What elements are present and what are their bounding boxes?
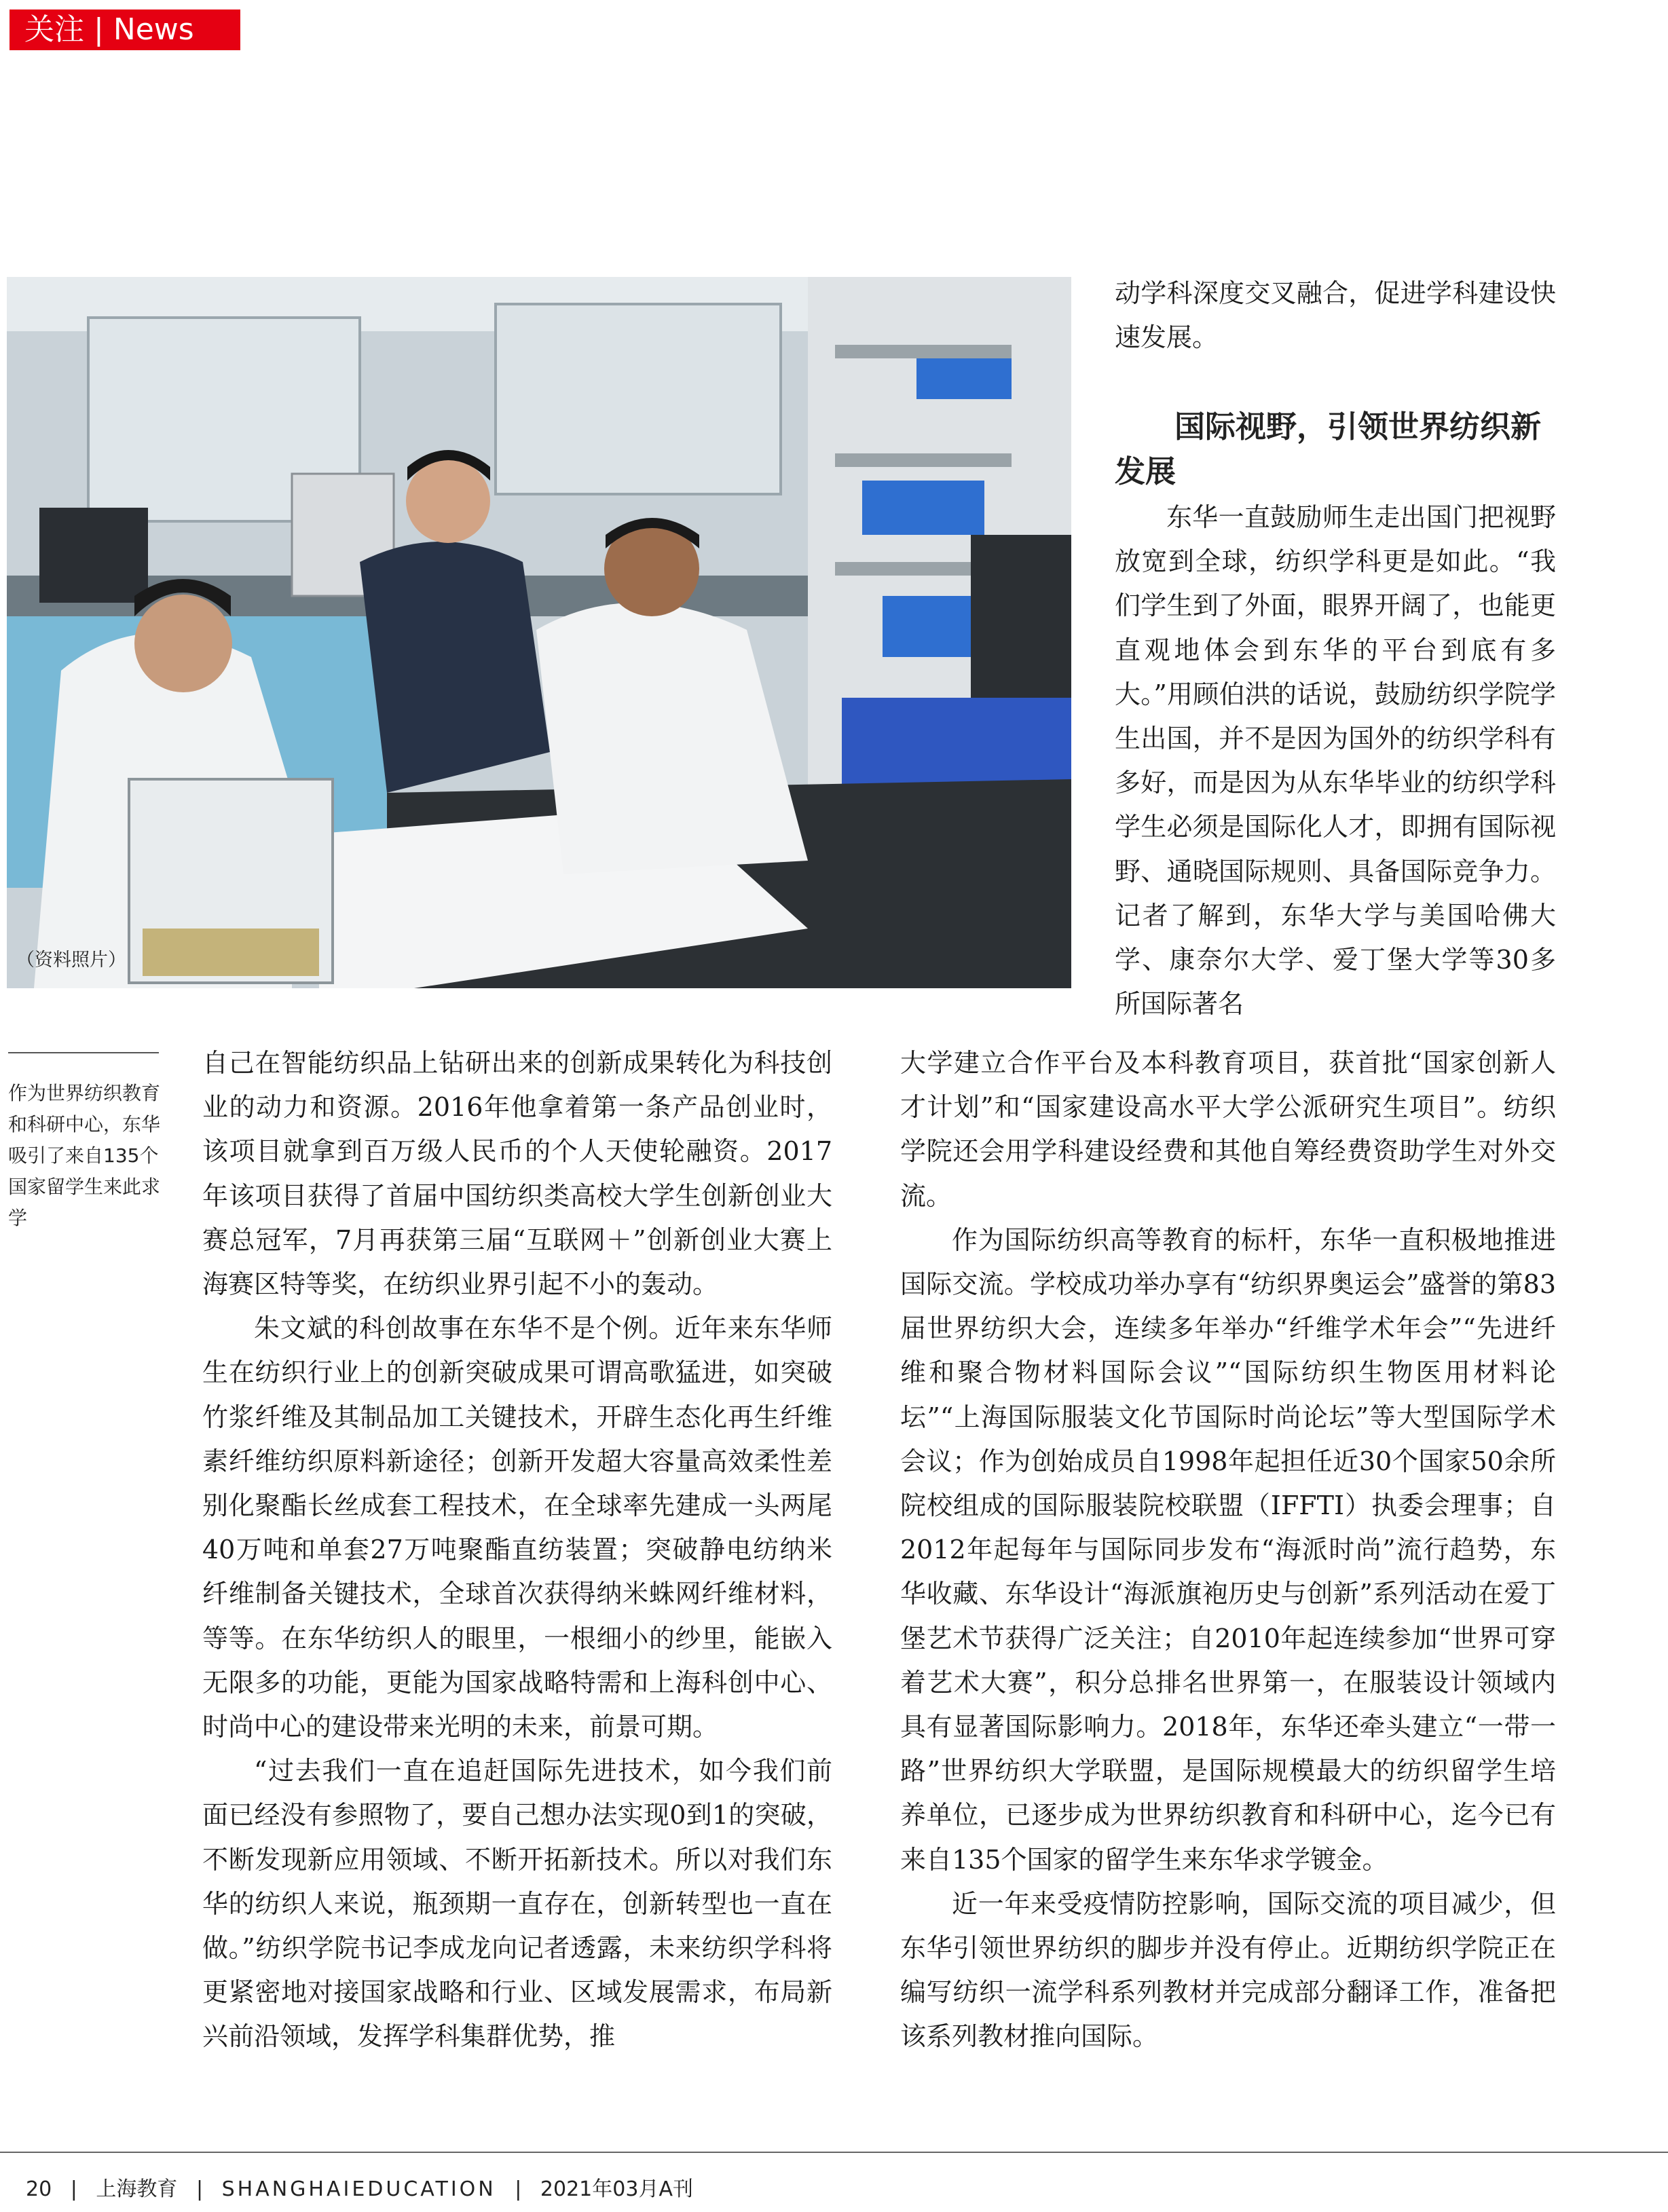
magazine-name-en: SHANGHAIEDUCATION bbox=[221, 2177, 496, 2201]
paragraph: 大学建立合作平台及本科教育项目，获首批“国家创新人才计划”和“国家建设高水平大学公派研究生项目”。纺织学院还会用学科建设经费和其他自筹经费资助学生对外交流。 bbox=[900, 1048, 1556, 1211]
photo-caption: 作为世界纺织教育和科研中心，东华吸引了来自135个国家留学生来此求学 bbox=[8, 1082, 161, 1229]
section-separator: | bbox=[94, 12, 113, 47]
right-column-top bbox=[1115, 271, 1556, 360]
right-column-intro bbox=[1115, 495, 1556, 1026]
paragraph: “过去我们一直在追赶国际先进技术，如今我们前面已经没有参照物了，要自己想办法实现0到1的突破，不断发现新应用领域、不断开拓新技术。所以对我们东华的纺织人来说，瓶颈期一直存在，创新转型也一直在做。”纺织学院书记李成龙向记者透露，未来纺织学科将更紧密地对接国家战略和行业、区域发展需求，布局新兴前沿领域，发挥学科集群优势，推 bbox=[202, 1756, 832, 2052]
section-label-en: News bbox=[113, 12, 194, 47]
page-number: 20 bbox=[26, 2177, 52, 2201]
paragraph: 东华一直鼓励师生走出国门把视野放宽到全球，纺织学科更是如此。“我们学生到了外面，眼界开阔了，也能更直观地体会到东华的平台到底有多大。”用顾伯洪的话说，鼓励纺织学院学生出国，并不是因为国外的纺织学科有多好，而是因为从东华毕业的纺织学科学生必须是国际化人才，即拥有国际视野、通晓国际规则、具备国际竞争力。记者了解到，东华大学与美国哈佛大学、康奈尔大学、爱丁堡大学等30多所国际著名 bbox=[1115, 502, 1556, 1019]
footer-divider bbox=[0, 2152, 1668, 2153]
caption-divider bbox=[8, 1052, 159, 1053]
footer-separator: | bbox=[196, 2177, 204, 2201]
paragraph: 作为国际纺织高等教育的标杆，东华一直积极地推进国际交流。学校成功举办享有“纺织界奥运会”盛誉的第83届世界纺织大会，连续多年举办“纤维学术年会”“先进纤维和聚合物材料国际会议”“国际纺织生物医用材料论坛”“上海国际服装文化节国际时尚论坛”等大型国际学术会议；作为创始成员自1998年起担任近30个国家50余所院校组成的国际服装院校联盟（IFFTI）执委会理事；自2012年起每年与国际同步发布“海派时尚”流行趋势，东华收藏、东华设计“海派旗袍历史与创新”系列活动在爱丁堡艺术节获得广泛关注；自2010年起连续参加“世界可穿着艺术大赛”，积分总排名世界第一，在服装设计领域内具有显著国际影响力。2018年，东华还牵头建立“一带一路”世界纺织大学联盟，是国际规模最大的纺织留学生培养单位，已逐步成为世界纺织教育和科研中心，迄今已有来自135个国家的留学生来东华求学镀金。 bbox=[900, 1224, 1556, 1875]
section-heading: 国际视野，引领世界纺织新发展 bbox=[1115, 409, 1542, 489]
magazine-name: 上海教育 bbox=[96, 2177, 178, 2201]
lab-photo bbox=[7, 277, 1071, 988]
page-footer bbox=[26, 2172, 693, 2202]
paragraph: 自己在智能纺织品上钻研出来的创新成果转化为科技创业的动力和资源。2016年他拿着第一条产品创业时，该项目就拿到百万级人民币的个人天使轮融资。2017年该项目获得了首届中国纺织类高校大学生创新创业大赛总冠军，7月再获第三届“互联网＋”创新创业大赛上海赛区特等奖，在纺织业界引起不小的轰动。 bbox=[202, 1048, 832, 1300]
paragraph: 动学科深度交叉融合，促进学科建设快速发展。 bbox=[1115, 278, 1556, 353]
left-column bbox=[202, 1041, 832, 2059]
paragraph: 近一年来受疫情防控影响，国际交流的项目减少，但东华引领世界纺织的脚步并没有停止。近期纺织学院正在编写纺织一流学科系列教材并完成部分翻译工作，准备把该系列教材推向国际。 bbox=[900, 1888, 1556, 2052]
section-tag bbox=[10, 10, 240, 50]
photo-credit: （资料照片） bbox=[16, 950, 126, 971]
footer-separator: | bbox=[515, 2177, 522, 2201]
paragraph: 朱文斌的科创故事在东华不是个例。近年来东华师生在纺织行业上的创新突破成果可谓高歌猛进，如突破竹浆纤维及其制品加工关键技术，开辟生态化再生纤维素纤维纺织原料新途径；创新开发超大容量高效柔性差别化聚酯长丝成套工程技术，在全球率先建成一头两尾40万吨和单套27万吨聚酯直纺装置；突破静电纺纳米纤维制备关键技术，全球首次获得纳米蛛网纤维材料，等等。在东华纺织人的眼里，一根细小的纱里，能嵌入无限多的功能，更能为国家战略特需和上海科创中心、时尚中心的建设带来光明的未来，前景可期。 bbox=[202, 1313, 832, 1742]
footer-separator: | bbox=[70, 2177, 77, 2201]
right-column-wide bbox=[900, 1041, 1556, 2059]
lab-photo-illustration bbox=[7, 277, 1071, 988]
section-label: 关注 bbox=[24, 12, 84, 47]
issue-date: 2021年03月A刊 bbox=[540, 2177, 693, 2201]
